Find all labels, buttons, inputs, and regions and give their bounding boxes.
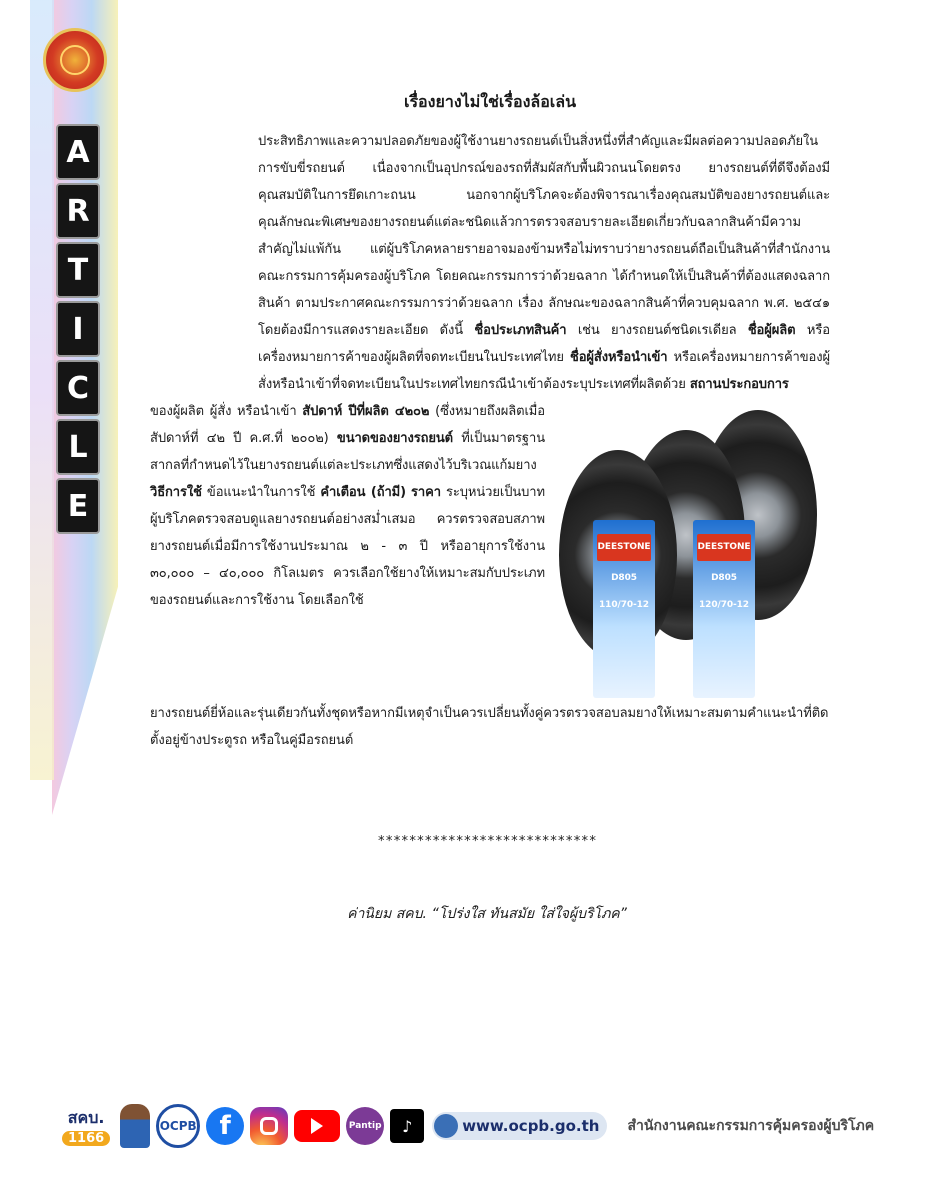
text-price: ระบุหน่วยเป็นบาท ผู้บริโภคตรวจสอบดูแลยางรถยนต์อย่างสม่ำเสมอ ควรตรวจสอบสภาพยางรถยนต์เมื่อมีการใช้งานประมาณ ๒ - ๓ ปี หรืออายุการใช้งาน ๓๐,๐๐๐ – ๔๐,๐๐๐ กิโลเมตร ควรเลือกใช้ยางให้เหมาะสมกับประเภทของรถยนต์และการใช้งาน โดยเลือกใช้ — [150, 485, 545, 608]
pantip-icon[interactable]: Pantip — [346, 1107, 384, 1145]
globe-icon — [434, 1114, 458, 1138]
article-letter: A — [56, 124, 100, 180]
label-price: ราคา — [411, 485, 441, 500]
label-warning: คำเตือน (ถ้ามี) — [320, 485, 406, 500]
label-importer: ชื่อผู้สั่งหรือนำเข้า — [569, 350, 668, 365]
logo-text: สคบ. — [67, 1108, 105, 1127]
text-production-week: (ซึ่งหมายถึงผลิตเมื่อ สัปดาห์ที่ ๔๒ ปี ค.ศ.ที่ ๒๐๐๒) — [150, 404, 545, 446]
text-manufacturer: หรือเครื่องหมายการค้าของผู้ผลิตที่จดทะเบียนในประเทศไทย — [258, 323, 830, 365]
article-letter: E — [56, 478, 100, 534]
ribbon-stripe — [30, 0, 54, 780]
paragraph-intro — [150, 128, 830, 398]
website-url: www.ocpb.go.th — [462, 1117, 600, 1135]
article-letters — [56, 124, 100, 534]
ocpb-hotline-logo[interactable] — [62, 1106, 110, 1146]
intro-text: ประสิทธิภาพและความปลอดภัยของผู้ใช้งานยางรถยนต์เป็นสิ่งหนึ่งที่สำคัญและมีผลต่อความปลอดภัยในการขับขี่รถยนต์ เนื่องจากเป็นอุปกรณ์ของรถที่สัมผัสกับพื้นผิวถนนโดยตรง ยางรถยนต์ที่ดีจึงต้องมีคุณสมบัติในการยึดเกาะถนน นอกจากผู้บริโภคจะต้องพิจารณาเรื่องคุณสมบัติของยางรถยนต์และคุณลักษณะพิเศษของยางรถยนต์แต่ละชนิดแล้วการตรวจสอบรายละเอียดเกี่ยวกับฉลากสินค้ามีความสำคัญไม่แพ้กัน แต่ผู้บริโภคหลายรายอาจมองข้ามหรือไม่ทราบว่ายางรถยนต์ถือเป็นสินค้าที่สำนักงานคณะกรรมการคุ้มครองผู้บริโภค โดยคณะกรรมการว่าด้วยฉลาก ได้กำหนดให้เป็นสินค้าที่ต้องแสดงฉลากสินค้า ตามประกาศคณะกรรมการว่าด้วยฉลาก เรื่อง ลักษณะของฉลากสินค้าที่ควบคุมฉลาก พ.ศ. ๒๕๔๑ โดยต้องมีการแสดงรายละเอียด ดังนี้ — [258, 134, 830, 338]
wrapped-section — [150, 398, 830, 700]
separator-stars: **************************** — [377, 834, 597, 849]
tire-label-left: DEESTONE D805 110/70-12 — [593, 520, 655, 698]
label-establishment: สถานประกอบการ — [689, 377, 789, 392]
text-product-type: เช่น ยางรถยนต์ชนิดเรเดียล — [577, 323, 737, 338]
label-production-week: สัปดาห์ ปีที่ผลิต ๔๒๐๒ — [302, 404, 430, 419]
hotline-number: 1166 — [62, 1131, 110, 1146]
tiktok-icon[interactable]: ♪ — [390, 1109, 424, 1143]
article-letter: T — [56, 242, 100, 298]
text-usage: ข้อแนะนำในการใช้ — [206, 485, 316, 500]
youtube-icon[interactable] — [294, 1110, 340, 1142]
article-letter: L — [56, 419, 100, 475]
label-product-type: ชื่อประเภทสินค้า — [474, 323, 567, 338]
article-letter: I — [56, 301, 100, 357]
label-usage: วิธีการใช้ — [150, 485, 202, 500]
article-body — [150, 128, 830, 754]
facebook-icon[interactable]: f — [206, 1107, 244, 1145]
ocpb-direct-icon[interactable]: OCPB — [156, 1104, 200, 1148]
website-link[interactable] — [432, 1112, 607, 1140]
label-tire-size: ขนาดของยางรถยนต์ — [336, 431, 454, 446]
article-letter: R — [56, 183, 100, 239]
organization-name: สำนักงานคณะกรรมการคุ้มครองผู้บริโภค — [627, 1118, 875, 1134]
label-manufacturer: ชื่อผู้ผลิต — [747, 323, 796, 338]
article-title: เรื่องยางไม่ใช่เรื่องล้อเล่น — [403, 92, 577, 111]
tire-label-right: DEESTONE D805 120/70-12 — [693, 520, 755, 698]
mascot-icon — [120, 1104, 150, 1148]
article-letter: C — [56, 360, 100, 416]
text-establishment: ของผู้ผลิต ผู้สั่ง หรือนำเข้า — [150, 404, 297, 419]
instagram-icon[interactable] — [250, 1107, 288, 1145]
government-seal-icon — [43, 28, 107, 92]
paragraph-wrapped — [150, 398, 545, 700]
text-tire-size: ที่เป็นมาตรฐานสากลที่กำหนดไว้ในยางรถยนต์แต่ละประเภทซึ่งแสดงไว้บริเวณแก้มยาง — [150, 431, 545, 473]
tires-image — [559, 410, 819, 700]
text-importer: หรือเครื่องหมายการค้าของผู้สั่งหรือนำเข้าที่จดทะเบียนในประเทศไทยกรณีนำเข้าต้องระบุประเทศที่ผลิตด้วย — [258, 350, 830, 392]
footer-bar — [62, 1098, 882, 1154]
paragraph-closing: ยางรถยนต์ยี่ห้อและรุ่นเดียวกันทั้งชุดหรือหากมีเหตุจำเป็นควรเปลี่ยนทั้งคู่ควรตรวจสอบลมยางให้เหมาะสมตามคำแนะนำที่ติดตั้งอยู่ข้างประตูรถ หรือในคู่มือรถยนต์ — [150, 706, 829, 748]
agency-motto: ค่านิยม สคบ. “โปร่งใส ทันสมัย ใส่ใจผู้บริโภค” — [347, 906, 627, 922]
